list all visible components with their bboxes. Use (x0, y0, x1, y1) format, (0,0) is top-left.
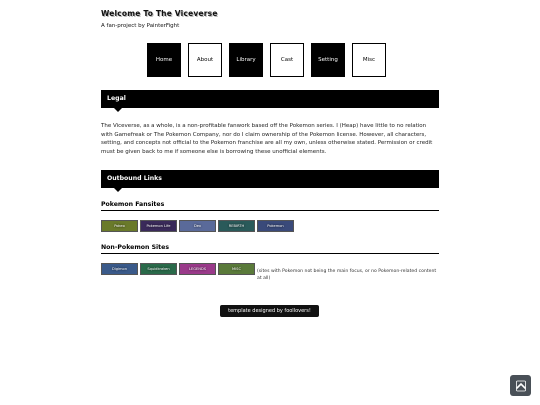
scroll-top-button[interactable] (510, 375, 531, 396)
nav-about[interactable]: About (188, 43, 222, 77)
site-subtitle: A fan-project by PainterFight (101, 23, 180, 29)
main-nav (147, 43, 386, 77)
pokemon-fansites-buttons (101, 220, 294, 232)
chevron-up-icon (515, 380, 527, 392)
pokemon-fansites-heading: Pokemon Fansites (101, 201, 439, 211)
nav-library[interactable]: Library (229, 43, 263, 77)
site-button[interactable]: MISC (218, 263, 255, 275)
nav-setting[interactable]: Setting (311, 43, 345, 77)
fansite-button[interactable]: Pokemon (257, 220, 294, 232)
fansite-button[interactable]: Pokemon Life (140, 220, 177, 232)
non-pokemon-buttons (101, 263, 255, 275)
nav-misc[interactable]: Misc (352, 43, 386, 77)
non-pokemon-note: (sites with Pokemon not being the main focus, or no Pokemon-related content at all) (257, 269, 437, 281)
legal-text: The Viceverse, as a whole, is a non-profitable fanwork based off the Pokemon series. I (Heap) have little to no relation with Gamefreak or The Pokemon Company, nor do I claim ownership of the Pokemon license. However, all characters, setting, and concepts not official to the Pokemon franchise are all my own, unless otherwise stated. Permission or credit must be given back to me if someone else is borrowing these unofficial elements. (101, 123, 433, 155)
fansite-button[interactable]: Pokeo (101, 220, 138, 232)
fansite-button[interactable]: Dex (179, 220, 216, 232)
site-button[interactable]: Squidkraken (140, 263, 177, 275)
template-credit[interactable]: template designed by foollovers! (220, 305, 319, 317)
nav-home[interactable]: Home (147, 43, 181, 77)
site-button[interactable]: LEGENDS (179, 263, 216, 275)
site-button[interactable]: Digimon (101, 263, 138, 275)
outbound-heading: Outbound Links (101, 170, 439, 188)
non-pokemon-heading: Non-Pokemon Sites (101, 244, 439, 254)
fansite-button[interactable]: REBIRTH (218, 220, 255, 232)
site-title: Welcome To The Viceverse (101, 9, 218, 18)
legal-heading: Legal (101, 90, 439, 108)
nav-cast[interactable]: Cast (270, 43, 304, 77)
